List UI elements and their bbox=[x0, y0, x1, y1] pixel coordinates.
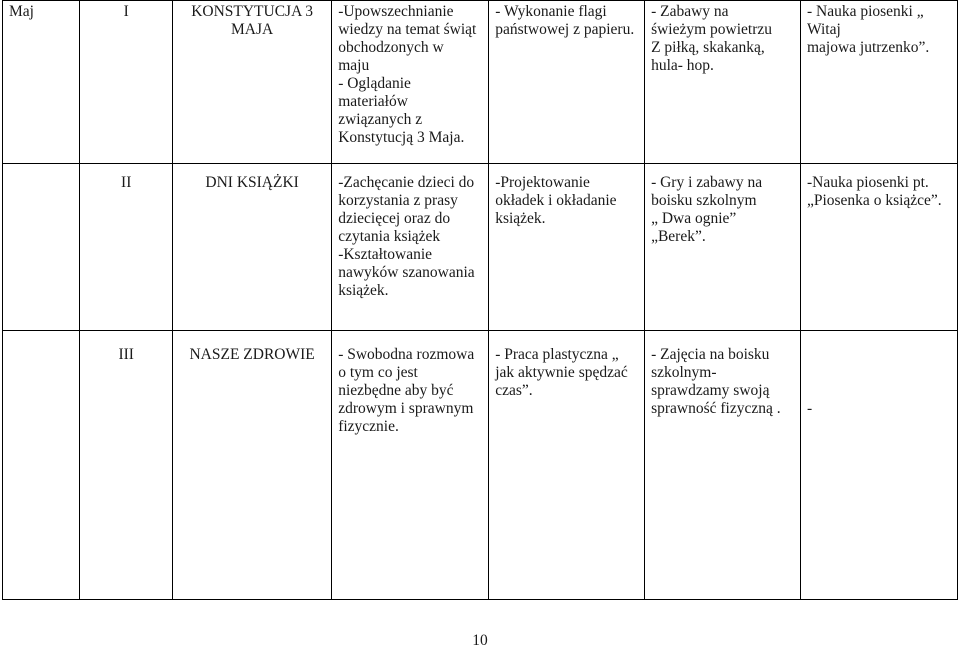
music-cell: -Nauka piosenki pt. „Piosenka o książce”. bbox=[800, 164, 957, 331]
music-dash: - bbox=[806, 400, 813, 417]
art-cell: - Wykonanie flagi państwowej z papieru. bbox=[489, 1, 645, 164]
music-cell bbox=[800, 331, 957, 600]
theme-cell: DNI KSIĄŻKI bbox=[173, 164, 332, 331]
table-row bbox=[3, 331, 958, 600]
month-cell bbox=[3, 331, 80, 600]
education-cell: -Upowszechnianie wiedzy na temat świąt obchodzonych w maju - Oglądanie materiałów związanych z Konstytucją 3 Maja. bbox=[332, 1, 489, 164]
music-cell: - Nauka piosenki „ Witaj majowa jutrzenko”. bbox=[800, 1, 957, 164]
art-cell: - Praca plastyczna „ jak aktywnie spędzać czas”. bbox=[489, 331, 645, 600]
theme-cell: KONSTYTUCJA 3 MAJA bbox=[173, 1, 332, 164]
month-cell bbox=[3, 164, 80, 331]
week-cell: I bbox=[80, 1, 173, 164]
table-row bbox=[3, 1, 958, 164]
page-number: 10 bbox=[472, 632, 488, 649]
month-cell: Maj bbox=[3, 1, 80, 164]
art-cell: -Projektowanie okładek i okładanie książek. bbox=[489, 164, 645, 331]
education-cell: -Zachęcanie dzieci do korzystania z prasy dziecięcej oraz do czytania książek -Kształtowanie nawyków szanowania książek. bbox=[332, 164, 489, 331]
pe-cell: - Zajęcia na boisku szkolnym- sprawdzamy swoją sprawność fizyczną . bbox=[645, 331, 801, 600]
education-cell: - Swobodna rozmowa o tym co jest niezbędne aby być zdrowym i sprawnym fizycznie. bbox=[332, 331, 489, 600]
pe-cell: - Zabawy na świeżym powietrzu Z piłką, skakanką, hula- hop. bbox=[645, 1, 801, 164]
table-row bbox=[3, 164, 958, 331]
plan-table bbox=[2, 0, 958, 600]
week-cell: II bbox=[80, 164, 173, 331]
week-cell: III bbox=[80, 331, 173, 600]
pe-cell: - Gry i zabawy na boisku szkolnym „ Dwa ognie” „Berek”. bbox=[645, 164, 801, 331]
theme-cell: NASZE ZDROWIE bbox=[173, 331, 332, 600]
